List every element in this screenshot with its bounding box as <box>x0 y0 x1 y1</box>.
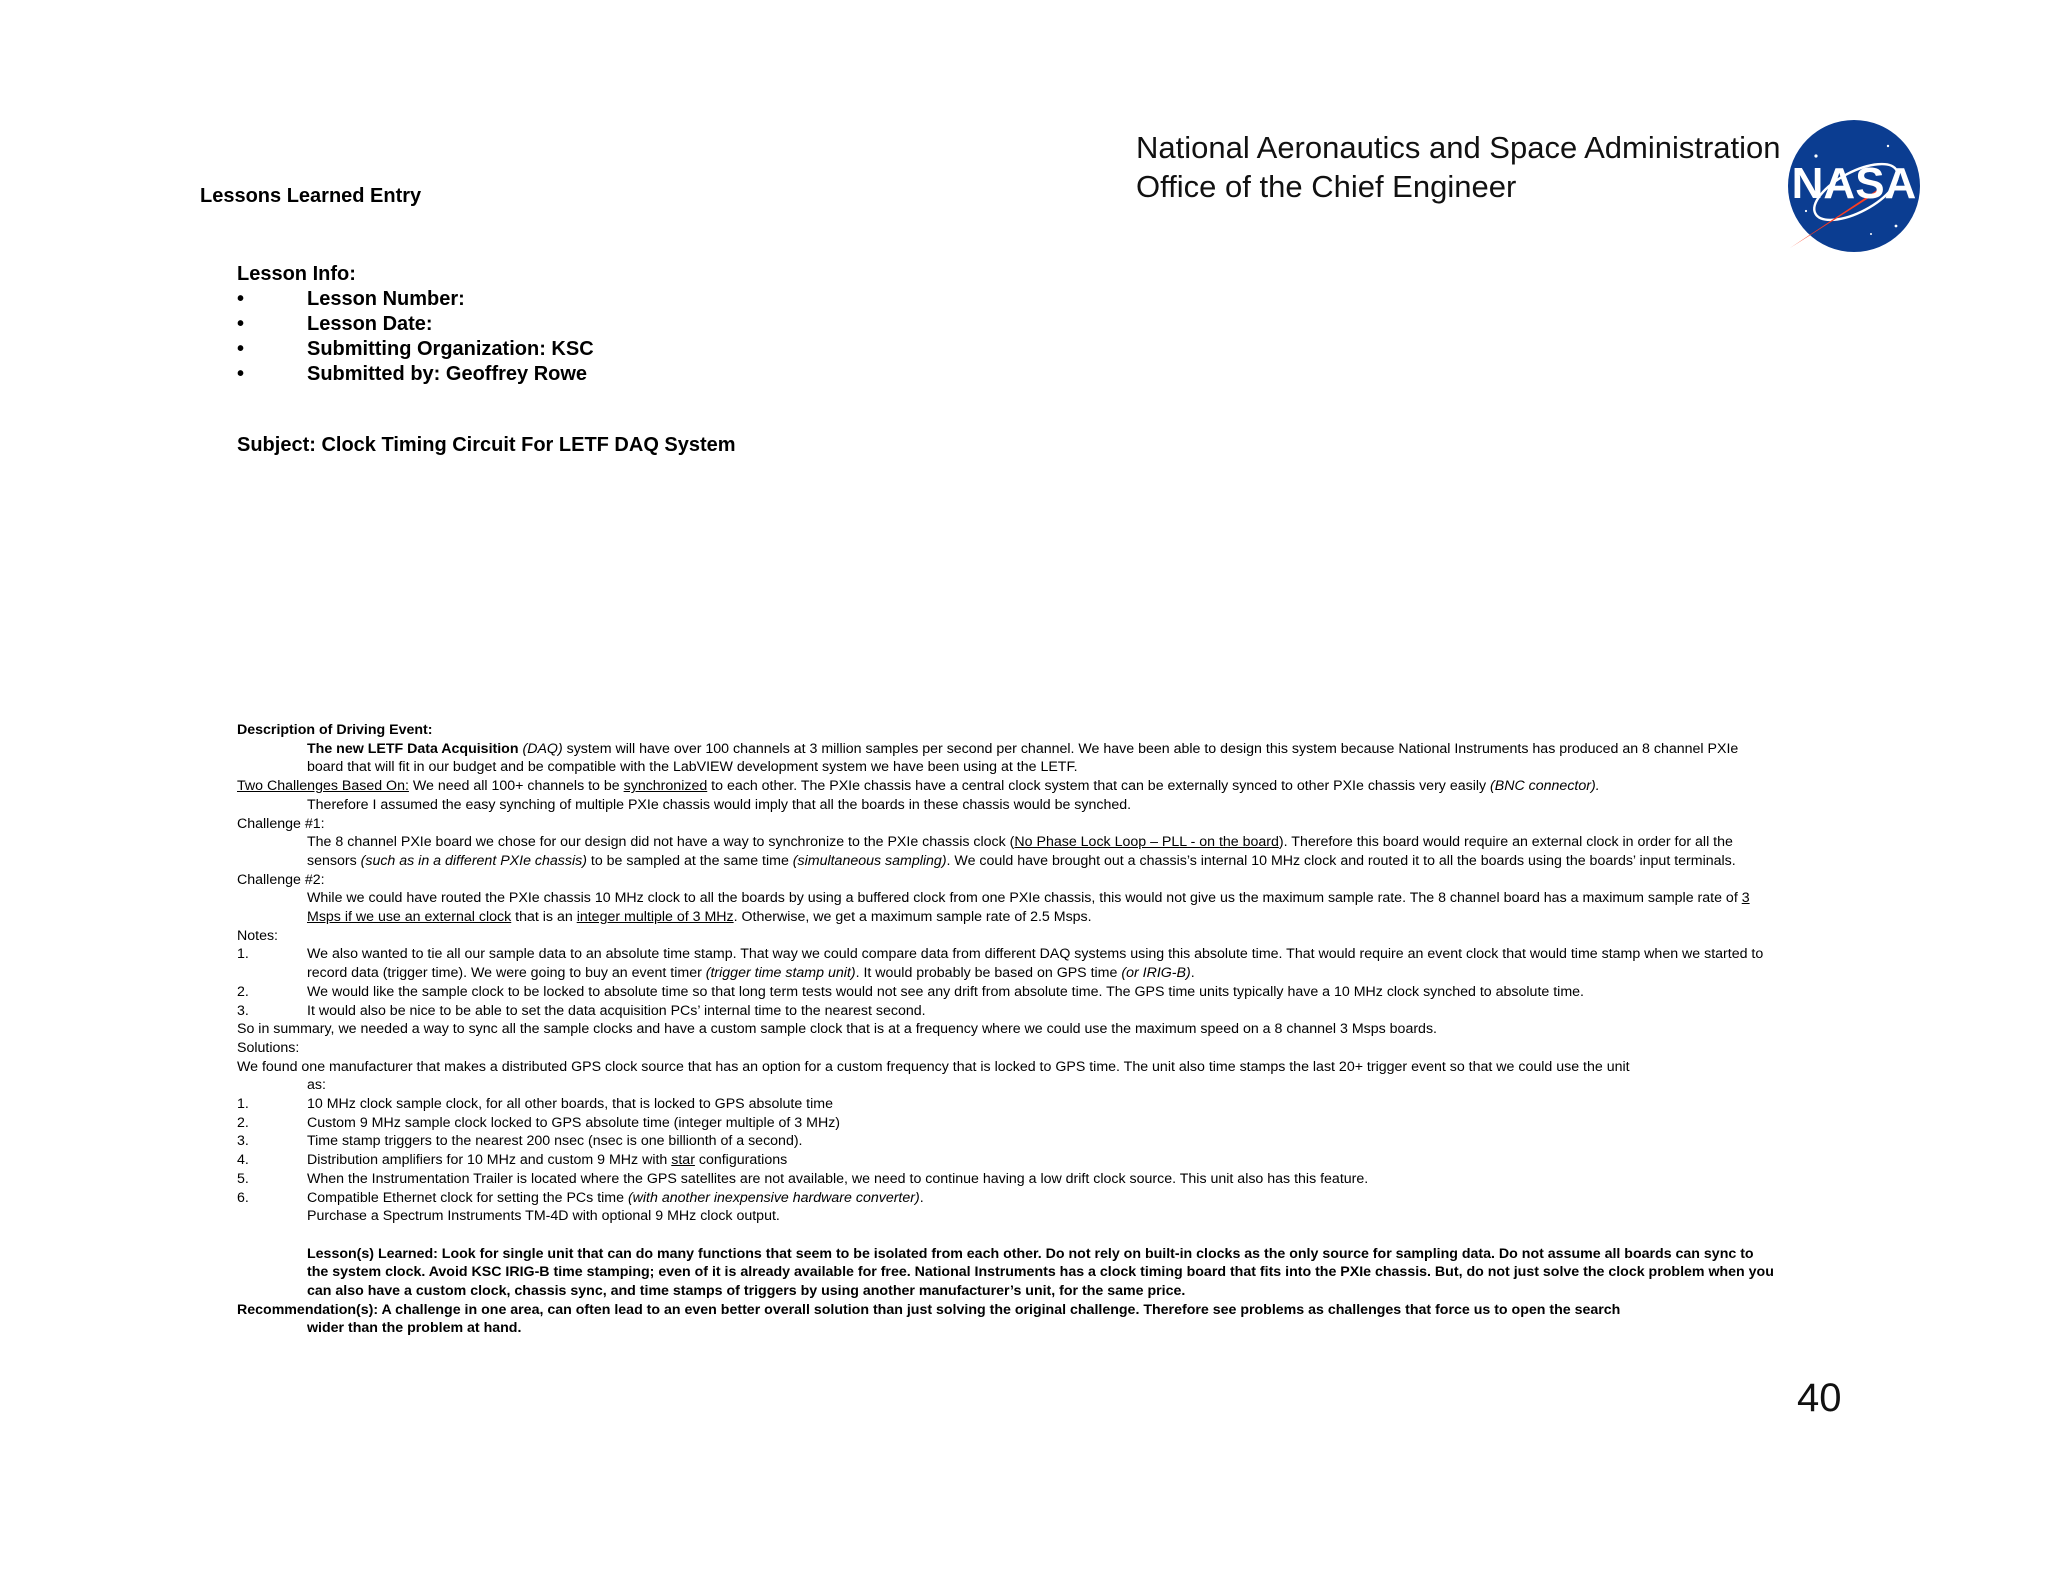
org-name: National Aeronautics and Space Administration <box>1136 130 1781 165</box>
purchase-text: Purchase a Spectrum Instruments TM-4D with optional 9 MHz clock output. <box>307 1208 780 1225</box>
summary-text: So in summary, we needed a way to sync all the sample clocks and have a custom sample clock that is at a frequency where we could use the maximum speed on a 8 channel 3 Msps boards. <box>237 1021 1437 1038</box>
paragraph-two-challenges: Two Challenges Based On: We need all 100+ channels to be synchronized to each other. The PXIe chassis have a central clock system that can be externally synced to other PXIe chassis very easily (BNC connector). <box>237 778 1600 795</box>
lessons-learned: Lesson(s) Learned: Look for single unit that can do many functions that seem to be isolated from each other. Do not rely on built-in clocks as the only source for sampling data. Do not assume all boards can sync to the system clock. Avoid KSC IRIG-B time stamping; even of it is already available for free. National Instruments has a clock timing board that fits into the PXIe chassis. But, do not just solve the clock problem when you can also have a custom clock, chassis sync, and time stamps of triggers by using another manufacturer’s unit, for the same price. <box>307 1245 1774 1300</box>
challenge-2-label: Challenge #2: <box>237 871 325 888</box>
subject-line: Subject: Clock Timing Circuit For LETF DAQ System <box>237 434 736 456</box>
spacer <box>237 1226 1777 1245</box>
note-item: 1. We also wanted to tie all our sample data to an absolute time stamp. That way we could compare data from different DAQ systems using this absolute time. That would require an event clock that would time stamp when we started to record data (trigger time). We were going to buy an event timer (trigger time stamp unit). It would probably be based on GPS time (or IRIG-B). <box>237 946 1764 982</box>
bullet-icon: • <box>237 313 245 335</box>
solutions-intro-cont: as: <box>307 1077 326 1094</box>
submitted-by: Submitted by: Geoffrey Rowe <box>307 363 588 385</box>
recommendations: Recommendation(s): A challenge in one area, can often lead to an even better overall solution than just solving the original challenge. Therefore see problems as challenges that force us to open the search <box>237 1301 1621 1318</box>
solution-item: 4. Distribution amplifiers for 10 MHz and custom 9 MHz with star configurations <box>237 1152 788 1169</box>
solutions-intro: We found one manufacturer that makes a distributed GPS clock source that has an option for a custom frequency that is locked to GPS time. The unit also time stamps the last 20+ trigger event so that we could use the unit <box>237 1058 1630 1075</box>
page-number: 40 <box>1797 1376 1842 1420</box>
nasa-logo <box>1776 116 1948 252</box>
list-item <box>237 312 594 337</box>
challenge-2-text: While we could have routed the PXIe chassis 10 MHz clock to all the boards by using a buffered clock from one PXIe chassis, this would not give us the maximum sample rate. The 8 channel board has a maximum sample rate of 3 Msps if we use an external clock that is an integer multiple of 3 MHz. Otherwise, we get a maximum sample rate of 2.5 Msps. <box>307 890 1750 926</box>
bullet-icon: • <box>237 338 245 360</box>
recommendations-cont: wider than the problem at hand. <box>307 1320 522 1337</box>
organization-header <box>1136 128 1781 206</box>
lesson-info-heading: Lesson Info: <box>237 263 356 285</box>
lesson-info-list <box>237 287 594 387</box>
entry-title: Lessons Learned Entry <box>200 185 422 207</box>
note-item: 2. We would like the sample clock to be locked to absolute time so that long term tests would not see any drift from absolute time. The GPS time units typically have a 10 MHz clock synched to absolute time. <box>237 983 1584 1000</box>
solutions-label: Solutions: <box>237 1039 300 1056</box>
paragraph-assumption: Therefore I assumed the easy synching of multiple PXIe chassis would imply that all the boards in these chassis would be synched. <box>307 796 1132 813</box>
solution-item: 1. 10 MHz clock sample clock, for all other boards, that is locked to GPS absolute time <box>237 1096 833 1113</box>
list-item <box>237 337 594 362</box>
list-item <box>237 287 594 312</box>
list-item <box>237 362 594 387</box>
bullet-icon: • <box>237 288 245 310</box>
paragraph-intro: The new LETF Data Acquisition (DAQ) system will have over 100 channels at 3 million samples per second per channel. We have been able to design this system because National Instruments has produced an 8 channel PXIe board that will fit in our budget and be compatible with the LabVIEW development system we have been using at the LETF. <box>307 740 1739 776</box>
description-heading: Description of Driving Event: <box>237 722 433 738</box>
solution-item: 3. Time stamp triggers to the nearest 200 nsec (nsec is one billionth of a second). <box>237 1133 803 1150</box>
description-body <box>237 721 1777 1338</box>
org-office: Office of the Chief Engineer <box>1136 169 1517 204</box>
challenge-1-text: The 8 channel PXIe board we chose for our design did not have a way to synchronize to the PXIe chassis clock (No Phase Lock Loop – PLL - on the board). Therefore this board would require an external clock in order for all the sensors (such as in a different PXIe chassis) to be sampled at the same time (simultaneous sampling). We could have brought out a chassis’s internal 10 MHz clock and routed it to all the boards using the boards’ input terminals. <box>307 834 1736 869</box>
lesson-info <box>237 262 594 387</box>
logo-wordmark: NASA <box>1791 159 1917 208</box>
challenge-1-label: Challenge #1: <box>237 815 325 832</box>
lesson-number: Lesson Number: <box>307 288 465 310</box>
lesson-date: Lesson Date: <box>307 313 433 335</box>
submitting-organization: Submitting Organization: KSC <box>307 338 594 360</box>
bullet-icon: • <box>237 363 245 385</box>
note-item: 3. It would also be nice to be able to set the data acquisition PCs’ internal time to the nearest second. <box>237 1002 926 1019</box>
solution-item: 5. When the Instrumentation Trailer is located where the GPS satellites are not available, we need to continue having a low drift clock source. This unit also has this feature. <box>237 1170 1369 1187</box>
solution-item: 6. Compatible Ethernet clock for setting the PCs time (with another inexpensive hardware converter). <box>237 1189 924 1206</box>
solution-item: 2. Custom 9 MHz sample clock locked to GPS absolute time (integer multiple of 3 MHz) <box>237 1114 841 1131</box>
notes-label: Notes: <box>237 927 279 944</box>
